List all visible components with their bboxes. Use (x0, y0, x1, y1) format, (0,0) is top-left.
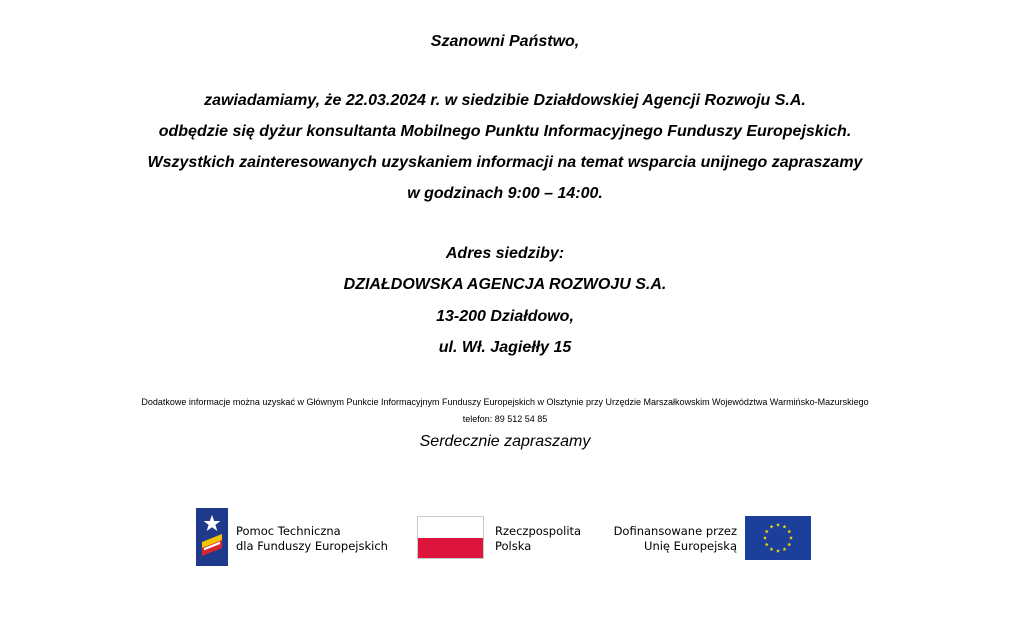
eu-logo-text (611, 524, 737, 554)
rp-logo-text (495, 524, 581, 554)
eu-logo-line2: Unię Europejską (644, 539, 737, 553)
body-line-3: Wszystkich zainteresowanych uzyskaniem informacji na temat wsparcia unijnego zapraszamy (147, 154, 863, 171)
address-city: 13-200 Działdowo, (436, 308, 574, 325)
rp-logo-line2: Polska (495, 539, 532, 553)
phone-number: telefon: 89 512 54 85 (462, 414, 548, 424)
polish-flag-icon (417, 516, 484, 559)
fe-logo-line2: dla Funduszy Europejskich (236, 539, 388, 553)
address-company: DZIAŁDOWSKA AGENCJA ROZWOJU S.A. (343, 276, 667, 293)
additional-info: Dodatkowe informacje można uzyskać w Głównym Punkcie Informacyjnym Funduszy Europejskich w Olsztynie przy Urzędzie Marszałkowskim Województwa Warmińsko-Mazurskiego (141, 397, 869, 407)
body-line-1: zawiadamiamy, że 22.03.2024 r. w siedzibie Działdowskiej Agencji Rozwoju S.A. (204, 92, 806, 109)
body-line-4: w godzinach 9:00 – 14:00. (407, 185, 603, 202)
fe-logo-text (236, 524, 388, 554)
eu-logo-line1: Dofinansowane przez (613, 524, 737, 538)
address-heading: Adres siedziby: (445, 245, 565, 262)
fundusze-europejskie-logo-icon (196, 508, 228, 566)
address-street: ul. Wł. Jagiełły 15 (438, 339, 572, 356)
fe-logo-line1: Pomoc Techniczna (236, 524, 341, 538)
polish-flag-white (418, 517, 483, 538)
rp-logo-line1: Rzeczpospolita (495, 524, 582, 538)
eu-flag-icon (745, 516, 811, 560)
closing-text: Serdecznie zapraszamy (419, 433, 591, 450)
polish-flag-red (418, 538, 483, 559)
body-line-2: odbędzie się dyżur konsultanta Mobilnego Punktu Informacyjnego Funduszy Europejskich. (158, 123, 852, 140)
greeting: Szanowni Państwo, (430, 33, 580, 50)
